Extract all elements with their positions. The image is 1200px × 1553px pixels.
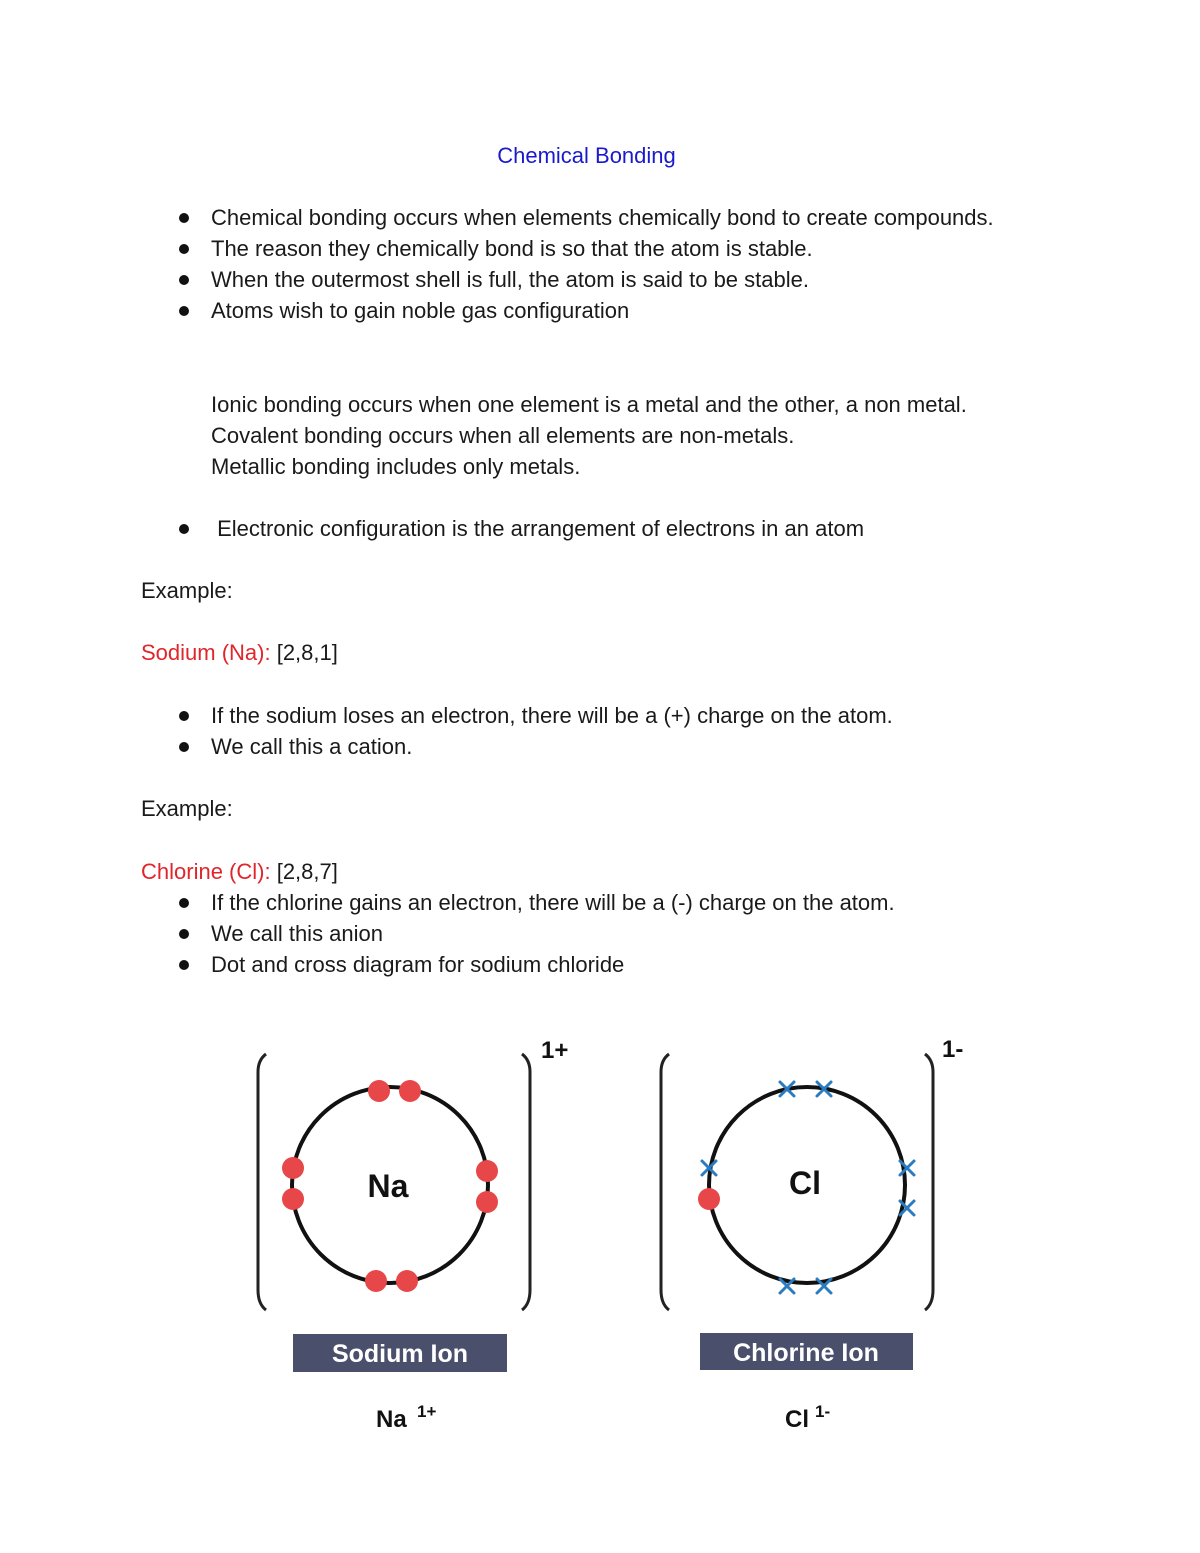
page-title: Chemical Bonding (497, 143, 676, 168)
chlorine-config-line (141, 859, 338, 885)
chlorine-formula-symbol: Cl (785, 1406, 809, 1433)
sodium-config: [2,8,1] (270, 640, 338, 665)
ionic-bonding-text: Ionic bonding occurs when one element is a metal and the other, a non metal. (211, 392, 967, 417)
chlorine-label: Chlorine (Cl): (141, 859, 271, 884)
list-item: When the outermost shell is full, the atom is said to be stable. (211, 267, 809, 292)
chlorine-ion-banner-label: Chlorine Ion (733, 1339, 879, 1367)
sodium-label: Sodium (Na): (141, 640, 271, 665)
electron-dot (396, 1270, 418, 1292)
electron-dot (282, 1188, 304, 1210)
right-bracket (925, 1054, 933, 1310)
bullet-dot (179, 742, 189, 752)
chlorine-symbol: Cl (789, 1165, 821, 1201)
list-item: We call this a cation. (211, 734, 413, 759)
left-bracket (661, 1054, 669, 1310)
chlorine-charge: 1- (942, 1036, 964, 1063)
sodium-ion-banner-label: Sodium Ion (331, 1340, 469, 1368)
list-item: The reason they chemically bond is so that the atom is stable. (211, 236, 813, 261)
right-bracket (522, 1054, 530, 1310)
example-label: Example: (141, 796, 233, 821)
electron-dot (476, 1191, 498, 1213)
list-item: We call this anion (211, 921, 384, 946)
bullet-dot (179, 898, 189, 908)
bullet-dot (179, 711, 189, 721)
sodium-symbol: Na (367, 1168, 409, 1204)
bullet-dot (179, 960, 189, 970)
electronic-config-text: Electronic configuration is the arrangement of electrons in an atom (211, 516, 865, 541)
dot-cross-diagram (0, 1020, 1200, 1520)
bullet-dot (179, 275, 189, 285)
bullet-dot (179, 244, 189, 254)
chlorine-formula-charge: 1- (815, 1402, 831, 1421)
list-item: Chemical bonding occurs when elements chemically bond to create compounds. (211, 205, 994, 230)
bullet-dot (179, 524, 189, 534)
bullet-dot (179, 213, 189, 223)
electron-dot (282, 1157, 304, 1179)
bullet-dot (179, 929, 189, 939)
sodium-formula-charge: 1+ (417, 1402, 437, 1421)
electron-dot (368, 1080, 390, 1102)
example-label: Example: (141, 578, 233, 603)
electron-dot (365, 1270, 387, 1292)
sodium-config-line (141, 640, 338, 666)
left-bracket (258, 1054, 266, 1310)
list-item: Dot and cross diagram for sodium chloride (211, 952, 625, 977)
sodium-formula-symbol: Na (376, 1406, 407, 1433)
metallic-bonding-text: Metallic bonding includes only metals. (211, 454, 581, 479)
bullet-dot (179, 306, 189, 316)
sodium-ion-diagram (258, 1037, 568, 1433)
list-item: If the chlorine gains an electron, there will be a (-) charge on the atom. (211, 890, 895, 915)
list-item: Atoms wish to gain noble gas configuration (211, 298, 630, 323)
electron-dot (476, 1160, 498, 1182)
list-item: If the sodium loses an electron, there will be a (+) charge on the atom. (211, 703, 893, 728)
chlorine-config: [2,8,7] (270, 859, 338, 884)
chlorine-ion-diagram (661, 1036, 963, 1433)
sodium-charge: 1+ (541, 1037, 569, 1064)
electron-dot (399, 1080, 421, 1102)
covalent-bonding-text: Covalent bonding occurs when all elements are non-metals. (211, 423, 795, 448)
gained-electron-dot (698, 1188, 720, 1210)
